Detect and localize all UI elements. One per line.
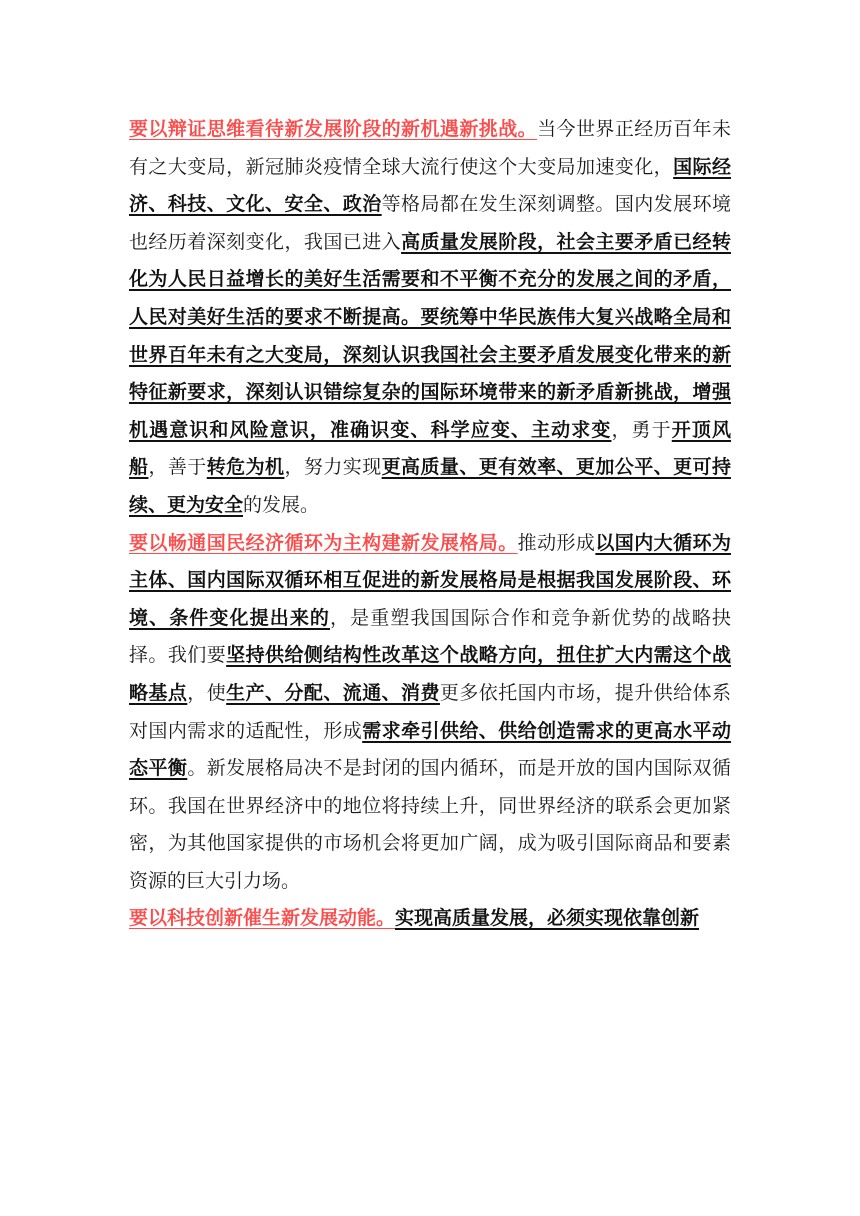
text-segment: ，是重塑我国国际合作和竞争新优势的战略抉择。我们要 — [129, 606, 731, 667]
emphasis-segment: 实现高质量发展，必须实现依靠创新 — [395, 907, 700, 930]
text-segment: ，善于 — [148, 456, 207, 479]
paragraph-new-stage — [129, 111, 731, 525]
emphasis-segment: 转危为机 — [206, 456, 285, 479]
paragraph-innovation — [129, 900, 731, 938]
heading-economic-circulation: 要以畅通国民经济循环为主构建新发展格局。 — [129, 531, 518, 554]
emphasis-segment: 国际经济、科技、文化、安全、政治 — [129, 155, 731, 216]
text-segment: ，努力实现 — [284, 456, 382, 479]
text-segment: 推动形成 — [517, 531, 596, 554]
text-segment: 更多依托国内市场，提升供给体系对国内需求的适配性，形成 — [129, 681, 731, 742]
heading-dialectical-thinking: 要以辩证思维看待新发展阶段的新机遇新挑战。 — [129, 118, 538, 140]
heading-tech-innovation: 要以科技创新催生新发展动能。 — [129, 907, 396, 930]
emphasis-segment: 坚持供给侧结构性改革这个战略方向，扭住扩大内需这个战略基点 — [129, 644, 731, 704]
emphasis-segment: 开顶风船 — [129, 418, 731, 479]
emphasis-segment: 需求牵引供给、供给创造需求的更高水平动态平衡 — [129, 719, 731, 780]
text-segment: 的发展。 — [243, 493, 320, 516]
emphasis-segment: 高质量发展阶段，社会主要矛盾已经转化为人民日益增长的美好生活需要和不平衡不充分的发展之间的矛盾，人民对美好生活的要求不断提高。要统筹中华民族伟大复兴战略全局和世界百年未有之大变局，深刻认识我国社会主要矛盾发展变化带来的新特征新要求，深刻认识错综复杂的国际环境带来的新矛盾新挑战，增强机遇意识和风险意识，准确识变、科学应变、主动求变 — [129, 230, 731, 441]
text-segment: ，使 — [187, 681, 227, 704]
document-body — [129, 111, 731, 938]
paragraph-new-pattern — [129, 525, 731, 901]
emphasis-segment: 以国内大循环为主体、国内国际双循环相互促进的新发展格局是根据我国发展阶段、环境、条件变化提出来的 — [129, 531, 731, 629]
text-segment: 当今世界正经历百年未有之大变局，新冠肺炎疫情全球大流行使这个大变局加速变化， — [129, 118, 731, 178]
emphasis-segment: 生产、分配、流通、消费 — [226, 681, 440, 704]
emphasis-segment: 更高质量、更有效率、更加公平、更可持续、更为安全 — [129, 456, 731, 516]
text-segment: 等格局都在发生深刻调整。国内发展环境也经历着深刻变化，我国已进入 — [129, 193, 731, 253]
text-segment: 。新发展格局决不是封闭的国内循环，而是开放的国内国际双循环。我国在世界经济中的地位将持续上升，同世界经济的联系会更加紧密，为其他国家提供的市场机会将更加广阔，成为吸引国际商品和要素资源的巨大引力场。 — [129, 757, 731, 892]
text-segment: ，勇于 — [611, 418, 672, 441]
